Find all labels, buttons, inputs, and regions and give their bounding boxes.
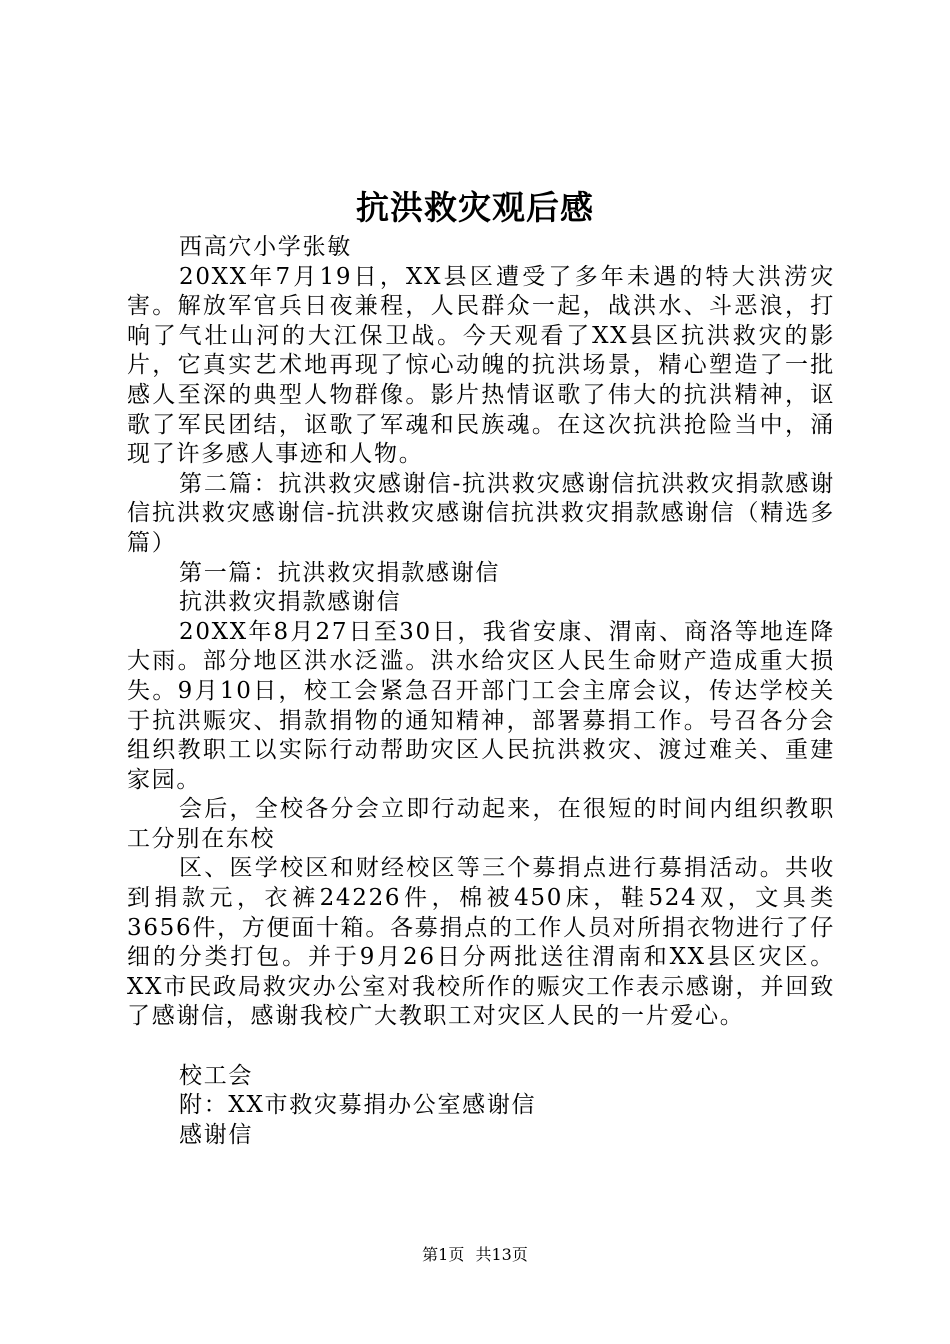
page-number: 第1页	[422, 1245, 465, 1264]
author-line: 西高穴小学张敏	[179, 234, 352, 260]
paragraph-rainfall: 20XX年8月27日至30日，我省安康、渭南、商洛等地连降大雨。部分地区洪水泛滥。洪水给灾区人民生命财产造成重大损失。9月10日，校工会紧急召开部门工会主席会议，传达学校关于抗洪赈灾、捐款捐物的通知精神，部署募捐工作。号召各分会组织教职工以实际行动帮助灾区人民抗洪救灾、渡过难关、重建家园。	[127, 618, 835, 793]
attachment-line: 附：XX市救灾募捐办公室感谢信	[179, 1092, 537, 1119]
paragraph-letter-title: 抗洪救灾捐款感谢信	[179, 589, 402, 616]
paragraph-part-two-heading: 第二篇：抗洪救灾感谢信-抗洪救灾感谢信抗洪救灾捐款感谢信抗洪救灾感谢信-抗洪救灾感谢信抗洪救灾捐款感谢信（精选多篇）	[127, 470, 835, 556]
paragraph-after-meeting: 会后，全校各分会立即行动起来，在很短的时间内组织教职工分别在东校	[127, 796, 835, 852]
signature-union: 校工会	[179, 1062, 254, 1089]
paragraph-flood-review: 20XX年7月19日，XX县区遭受了多年未遇的特大洪涝灾害。解放军官兵日夜兼程，人民群众一起，战洪水、斗恶浪，打响了气壮山河的大江保卫战。今天观看了XX县区抗洪救灾的影片，它真实艺术地再现了惊心动魄的抗洪场景，精心塑造了一批感人至深的典型人物群像。影片热情讴歌了伟大的抗洪精神，讴歌了军民团结，讴歌了军魂和民族魂。在这次抗洪抢险当中，涌现了许多感人事迹和人物。	[127, 263, 835, 468]
page-footer	[0, 1244, 950, 1266]
page-total: 共13页	[475, 1245, 528, 1264]
blank-line	[127, 1032, 835, 1062]
thank-you-letter-heading: 感谢信	[179, 1121, 254, 1148]
paragraph-part-one-heading: 第一篇：抗洪救灾捐款感谢信	[179, 559, 501, 586]
document-title: 抗洪救灾观后感	[356, 188, 594, 227]
document-body	[127, 233, 835, 1150]
paragraph-donation-results: 区、医学校区和财经校区等三个募捐点进行募捐活动。共收到捐款元，衣裤24226件，棉被450床，鞋524双，文具类3656件，方便面十箱。各募捐点的工作人员对所捐衣物进行了仔细的分类打包。并于9月26日分两批送往渭南和XX县区灾区。XX市民政局救灾办公室对我校所作的赈灾工作表示感谢，并回致了感谢信，感谢我校广大教职工对灾区人民的一片爱心。	[127, 855, 835, 1030]
